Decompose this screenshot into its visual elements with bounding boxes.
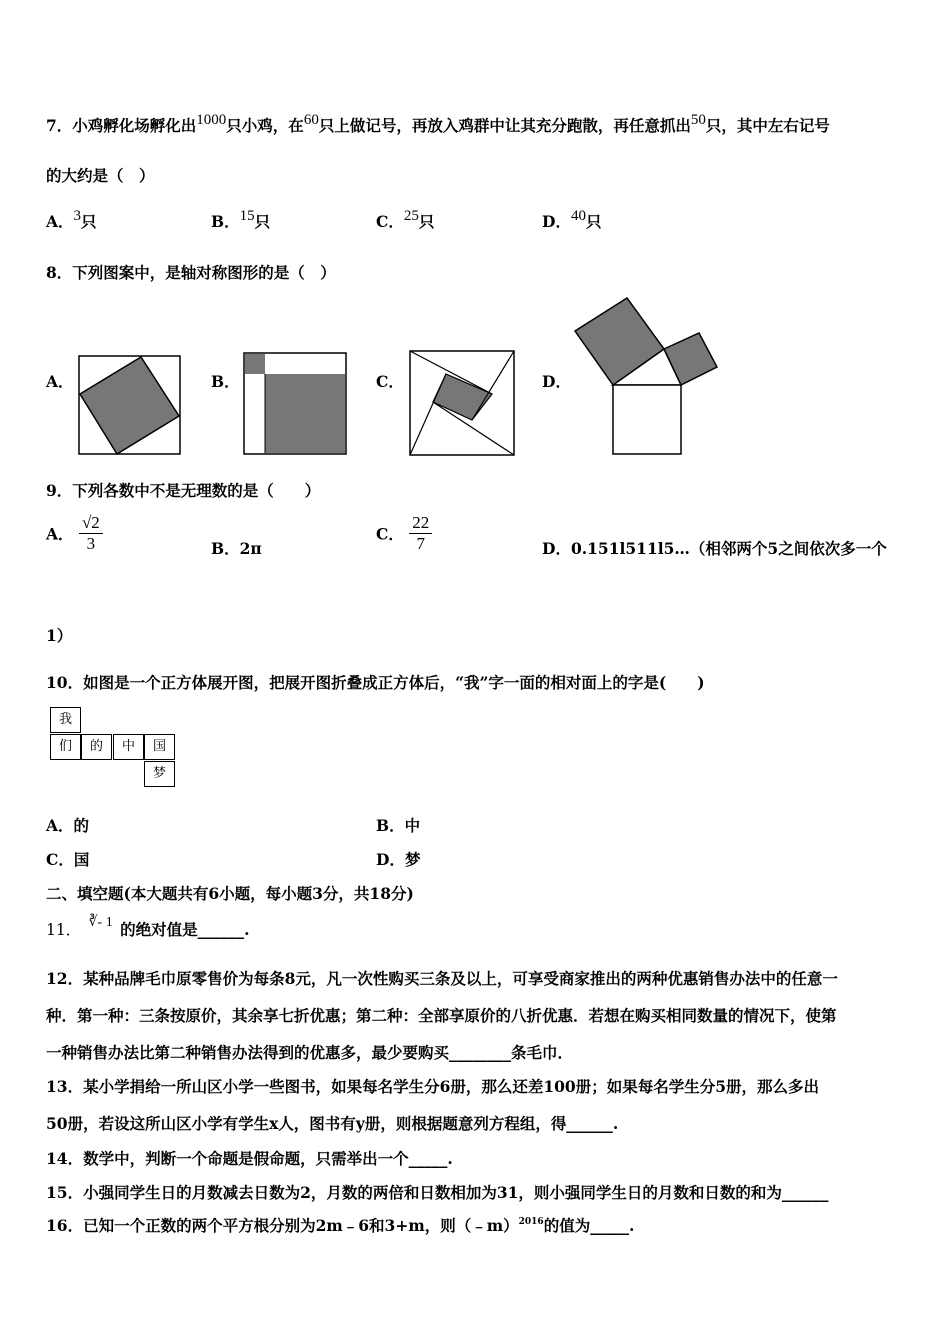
- q16-exponent: 2016: [518, 1217, 544, 1227]
- q12-line2: 种．第一种：三条按原价，其余享七折优惠；第二种：全部享原价的八折优惠．若想在购买相同数量的情况下，使第: [46, 1006, 837, 1025]
- q9-option-d[interactable]: D．0.151l511l5…（相邻两个5之间依次多一个: [542, 539, 887, 558]
- q8-label-c[interactable]: C．: [376, 372, 404, 391]
- q11-question: 11． ∛- 1 的绝对值是______.: [46, 915, 250, 939]
- q8-figure-a: [78, 355, 182, 456]
- q13-line1: 13．某小学捐给一所山区小学一些图书，如果每名学生分6册，那么还差100册；如果每名学生分5册，那么多出: [46, 1077, 819, 1096]
- q7-line2: 的大约是（ ）: [46, 166, 155, 185]
- q8-label-a[interactable]: A．: [46, 372, 74, 391]
- q15-question: 15．小强同学生日的月数减去日数为2，月数的两倍和日数相加为31，则小强同学生日的月数和日数的和为______: [46, 1183, 829, 1202]
- q7-line1: 7．小鸡孵化场孵化出1000只小鸡，在60只上做记号，再放入鸡群中让其充分跑散，再任意抓出50只，其中左右记号: [46, 112, 830, 135]
- q8-figure-b: [243, 352, 348, 456]
- q9-question: 9．下列各数中不是无理数的是（ ）: [46, 481, 321, 500]
- q8-label-d[interactable]: D．: [542, 372, 571, 391]
- q10-option-c[interactable]: C．国: [46, 850, 90, 869]
- q7-option-d[interactable]: D．40只: [542, 208, 602, 231]
- q7-option-c[interactable]: C．25只: [376, 208, 435, 231]
- q10-option-a[interactable]: A．的: [46, 816, 90, 835]
- q12-line1: 12．某种品牌毛巾原零售价为每条8元，凡一次性购买三条及以上，可享受商家推出的两种优惠销售办法中的任意一: [46, 969, 838, 988]
- q7-number-50: 50: [690, 112, 706, 128]
- q9-option-a[interactable]: A． $\frac{√2}{3}$: [46, 513, 103, 554]
- q7-number-60: 60: [303, 112, 319, 128]
- q10-option-b[interactable]: B．中: [376, 816, 421, 835]
- q8-figure-d: [573, 296, 719, 458]
- section-2-heading: 二、填空题(本大题共有6小题，每小题3分，共18分): [46, 884, 414, 903]
- q13-line2: 50册，若设这所山区小学有学生x人，图书有y册，则根据题意列方程组，得______.: [46, 1114, 619, 1133]
- q7-number-1000: 1000: [196, 112, 227, 128]
- q16-question: 16．已知一个正数的两个平方根分别为2m﹣6和3+m，则（﹣m）$^{2016}$的值为_____.: [46, 1216, 635, 1235]
- q9-option-c[interactable]: C． $\frac{22}{7}$: [376, 513, 432, 554]
- net-cell-zhong: 中: [113, 734, 144, 760]
- q9-option-b[interactable]: B．2π: [211, 539, 262, 558]
- q12-line3: 一种销售办法比第二种销售办法得到的优惠多，最少要购买________条毛巾．: [46, 1043, 574, 1062]
- q8-question: 8．下列图案中，是轴对称图形的是（ ）: [46, 263, 336, 282]
- q8-label-b[interactable]: B．: [211, 372, 240, 391]
- q10-option-d[interactable]: D．梦: [376, 850, 421, 869]
- q10-question: 10．如图是一个正方体展开图，把展开图折叠成正方体后，“我”字一面的相对面上的字是( ): [46, 673, 705, 692]
- q11-radical: ∛- 1: [88, 915, 113, 930]
- net-cell-guo: 国: [144, 734, 175, 760]
- q9-option-d-continued: 1）: [46, 626, 73, 645]
- q14-question: 14．数学中，判断一个命题是假命题，只需举出一个_____.: [46, 1149, 453, 1168]
- q7-option-b[interactable]: B．15只: [211, 208, 271, 231]
- net-cell-wo: 我: [50, 707, 81, 733]
- q7-option-a[interactable]: A．3只: [46, 208, 97, 231]
- net-cell-men: 们: [50, 734, 81, 760]
- net-cell-meng: 梦: [144, 761, 175, 787]
- q8-figure-c: [409, 350, 516, 457]
- net-cell-de: 的: [81, 734, 112, 760]
